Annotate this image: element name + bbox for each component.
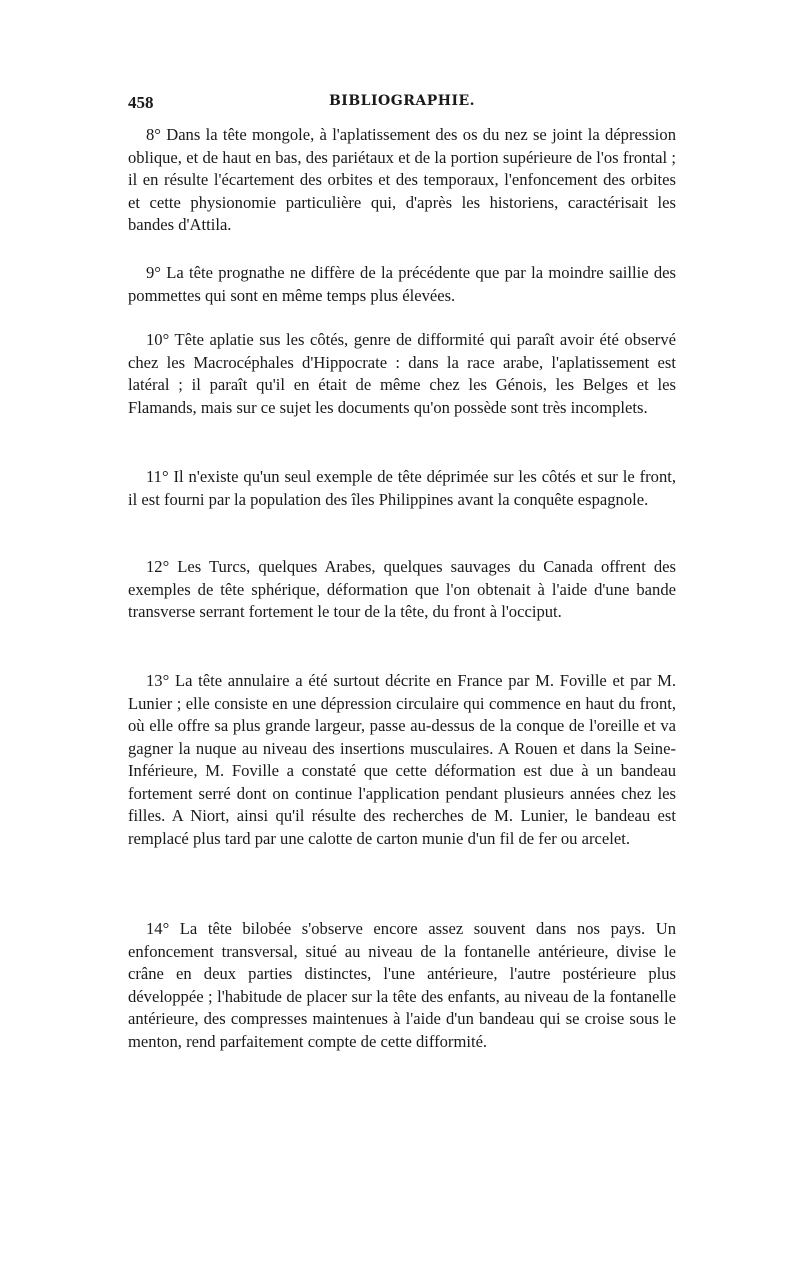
paragraph-13: 13° La tête annulaire a été surtout décrite en France par M. Foville et par M. Lunier ; elle consiste en une dépression circulaire qui commence en haut du front, où elle offre sa plus grande largeur, passe au-dessus de la conque de l'oreille et va gagner la nuque au niveau des insertions musculaires. A Rouen et dans la Seine-Inférieure, M. Foville a constaté que cette déformation est due à un bandeau fortement serré dont on continue l'application pendant plusieurs années chez les filles. A Niort, ainsi qu'il résulte des recherches de M. Lunier, le bandeau est remplacé plus tard par une calotte de carton munie d'un fil de fer ou arcelet. bbox=[128, 671, 676, 848]
paragraph-14: 14° La tête bilobée s'observe encore assez souvent dans nos pays. Un enfoncement transversal, situé au niveau de la fontanelle antérieure, divise le crâne en deux parties distinctes, l'une antérieure, l'autre postérieure plus développée ; l'habitude de placer sur la tête des enfants, au niveau de la fontanelle antérieure, des compresses maintenues à l'aide d'un bandeau qui se croise sous le menton, rend parfaitement compte de cette difformité. bbox=[128, 919, 676, 1051]
paragraph-11: 11° Il n'existe qu'un seul exemple de tête déprimée sur les côtés et sur le front, il est fourni par la population des îles Philippines avant la conquête espagnole. bbox=[128, 467, 676, 509]
paragraph-10: 10° Tête aplatie sus les côtés, genre de difformité qui paraît avoir été observé chez les Macrocéphales d'Hippocrate : dans la race arabe, l'aplatissement est latéral ; il paraît qu'il en était de même chez les Génois, les Belges et les Flamands, mais sur ce sujet les documents qu'on possède sont très incomplets. bbox=[128, 330, 676, 417]
page-number: 458 bbox=[128, 93, 154, 112]
paragraph-8: 8° Dans la tête mongole, à l'aplatissement des os du nez se joint la dépression oblique, et de haut en bas, des pariétaux et de la portion supérieure de l'os frontal ; il en résulte l'écartement des orbites et des temporaux, l'enfoncement des orbites et cette physionomie particulière qui, d'après les historiens, caractérisait les bandes d'Attila. bbox=[128, 125, 676, 234]
running-head bbox=[128, 93, 676, 115]
paragraph-12: 12° Les Turcs, quelques Arabes, quelques sauvages du Canada offrent des exemples de tête sphérique, déformation que l'on obtenait à l'aide d'une bande transverse serrant fortement le tour de la tête, du front à l'occiput. bbox=[128, 557, 676, 621]
paragraph-9: 9° La tête prognathe ne diffère de la précédente que par la moindre saillie des pommettes qui sont en même temps plus élevées. bbox=[128, 263, 676, 305]
running-title: BIBLIOGRAPHIE. bbox=[328, 93, 476, 109]
